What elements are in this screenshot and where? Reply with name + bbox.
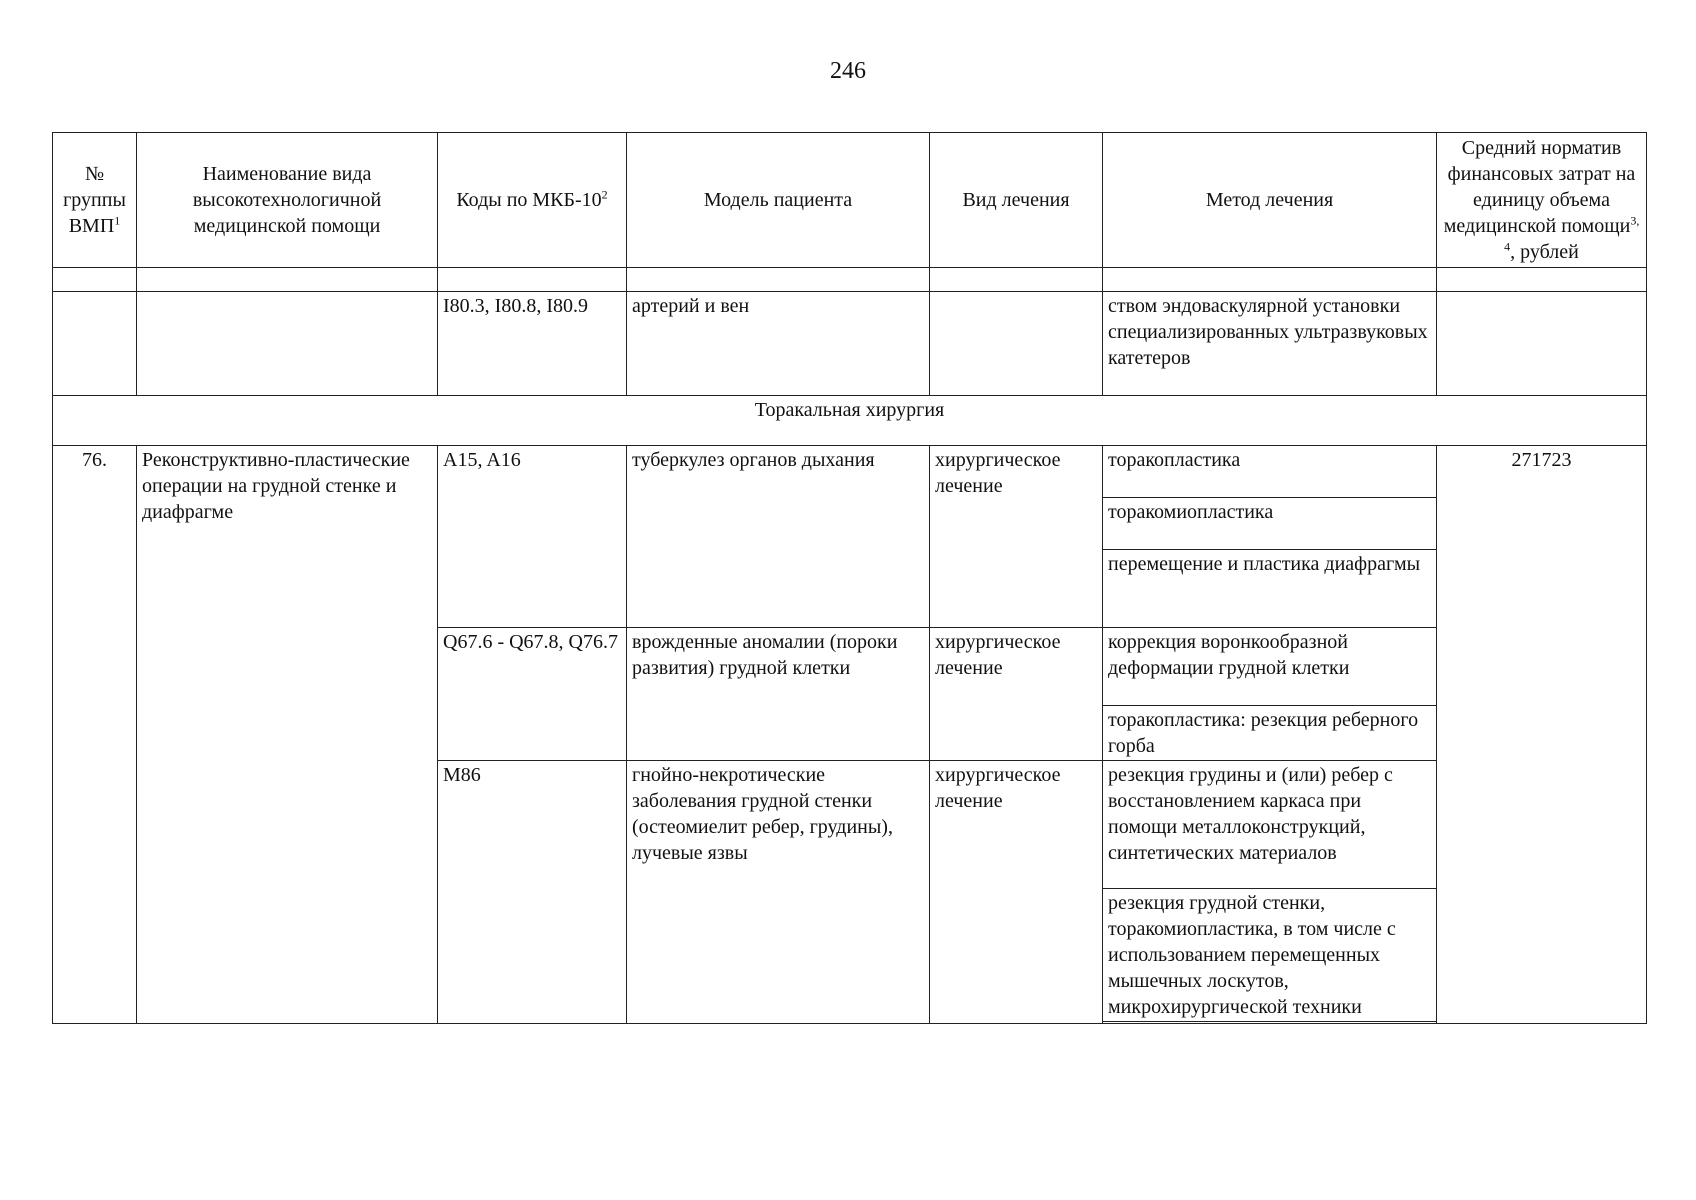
patient-model: гнойно-некротические заболевания грудной стенки (остеомиелит ребер, грудины), лучевые язвы — [627, 761, 930, 1024]
group-number: 76. — [53, 446, 137, 1024]
icd-codes: M86 — [438, 761, 627, 1024]
treatment-method: торакомиопластика — [1103, 498, 1437, 550]
header-patient-model: Модель пациента — [627, 133, 930, 268]
icd-codes: I80.3, I80.8, I80.9 — [438, 292, 627, 396]
table-header — [53, 133, 1647, 268]
table-row-spacer — [53, 268, 1647, 292]
treatment-method: перемещение и пластика диафрагмы — [1103, 550, 1437, 628]
table-row — [53, 446, 1647, 498]
header-vmp-name: Наименование вида высокотехнологичной медицинской помощи — [137, 133, 438, 268]
patient-model: артерий и вен — [627, 292, 930, 396]
header-treatment-method: Метод лечения — [1103, 133, 1437, 268]
treatment-method: коррекция воронкообразной деформации грудной клетки — [1103, 628, 1437, 706]
section-title: Торакальная хирургия — [53, 396, 1647, 446]
table-row-continuation — [53, 292, 1647, 396]
treatment-type: хирургическое лечение — [930, 446, 1103, 628]
header-icd-codes: Коды по МКБ-$10^2$ — [438, 133, 627, 268]
section-row — [53, 396, 1647, 446]
header-group-number: № группы ВМП$^1$ — [53, 133, 137, 268]
header-cost: Средний норматив финансовых затрат на единицу объема медицинской помощи$^{3, 4}$, рублей — [1437, 133, 1647, 268]
treatment-type: хирургическое лечение — [930, 761, 1103, 1024]
header-treatment-type: Вид лечения — [930, 133, 1103, 268]
cost-value: 271723 — [1437, 446, 1647, 1024]
patient-model: туберкулез органов дыхания — [627, 446, 930, 628]
vmp-name: Реконструктивно-пластические операции на грудной стенке и диафрагме — [137, 446, 438, 1024]
page-number: 246 — [830, 58, 866, 84]
patient-model: врожденные аномалии (пороки развития) грудной клетки — [627, 628, 930, 761]
icd-codes: Q67.6 - Q67.8, Q76.7 — [438, 628, 627, 761]
vmp-table — [52, 132, 1647, 1024]
icd-codes: A15, A16 — [438, 446, 627, 628]
treatment-method: торакопластика: резекция реберного горба — [1103, 706, 1437, 761]
treatment-method: торакопластика — [1103, 446, 1437, 498]
treatment-method: ством эндоваскулярной установки специализированных ультразвуковых катетеров — [1103, 292, 1437, 396]
treatment-type: хирургическое лечение — [930, 628, 1103, 761]
treatment-method: резекция грудной стенки, торакомиопластика, в том числе с использованием перемещенных мышечных лоскутов, микрохирургической техники — [1103, 889, 1437, 1022]
treatment-method: резекция грудины и (или) ребер с восстановлением каркаса при помощи металлоконструкций, синтетических материалов — [1103, 761, 1437, 889]
